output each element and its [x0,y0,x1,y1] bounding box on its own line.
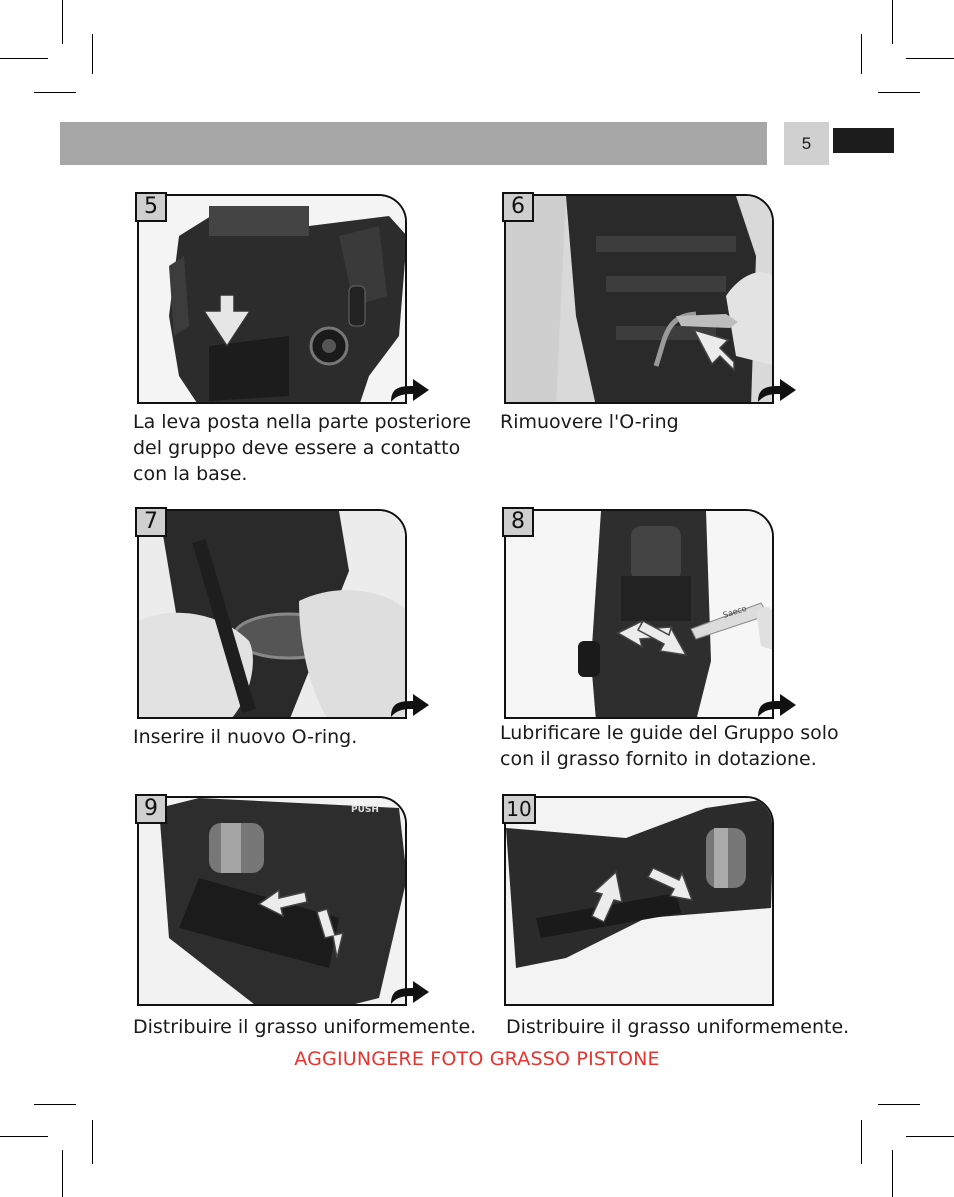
photo-brand-label: Saeco [721,603,748,620]
step-10-photo [504,796,774,1006]
step-7-caption: Inserire il nuovo O-ring. [133,726,358,748]
step-7-number: 7 [135,507,167,537]
step-5-caption: La leva posta nella parte posteriore del gruppo deve essere a contatto con la base. [133,411,472,485]
next-arrow-icon [756,691,798,719]
section-tab [833,128,894,153]
next-arrow-icon [389,978,431,1006]
page-number: 5 [784,122,829,165]
step-5-number: 5 [135,192,167,222]
step-10-number: 10 [502,794,536,824]
next-arrow-icon [389,376,431,404]
step-9-number: 9 [135,794,167,824]
step-6-photo [504,194,774,404]
step-9-photo [137,796,407,1006]
photo-push-label: PUSH [351,805,379,815]
step-8-photo [504,509,774,719]
next-arrow-icon [756,376,798,404]
step-10-caption: Distribuire il grasso uniformemente. [506,1016,850,1038]
step-9-caption: Distribuire il grasso uniformemente. [133,1016,477,1038]
step-8-number: 8 [502,507,534,537]
step-5-photo [137,194,407,404]
step-6-caption: Rimuovere l'O-ring [500,411,679,433]
step-6-number: 6 [502,192,534,222]
step-7-photo [137,509,407,719]
step-8-caption: Lubrificare le guide del Gruppo solo con il grasso fornito in dotazione. [500,722,839,770]
header-bar [60,122,767,165]
placeholder-note: AGGIUNGERE FOTO GRASSO PISTONE [294,1048,660,1070]
next-arrow-icon [389,691,431,719]
